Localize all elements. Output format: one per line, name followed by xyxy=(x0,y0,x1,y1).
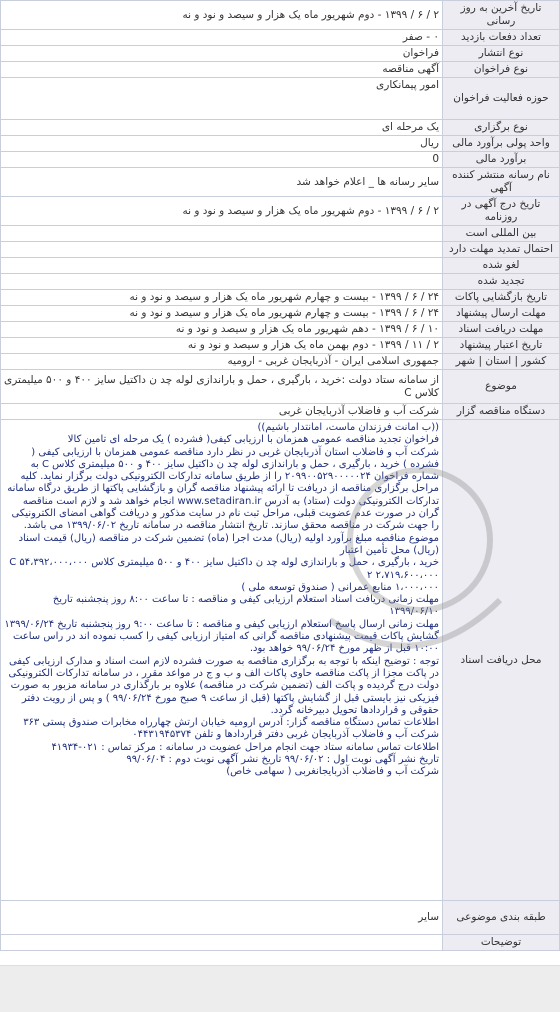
value-media-name: سایر رسانه ها _ اعلام خواهد شد xyxy=(1,168,443,197)
value-validity-date: ۲ / ۱۱ / ۱۳۹۹ - دوم بهمن ماه یک هزار و سیصد و نود و نه xyxy=(1,338,443,354)
row-validity-date xyxy=(1,338,560,354)
value-international xyxy=(1,226,443,242)
value-extension xyxy=(1,242,443,258)
value-newspaper-date: ۲ / ۶ / ۱۳۹۹ - دوم شهریور ماه یک هزار و سیصد و نود و نه xyxy=(1,197,443,226)
row-docs-place xyxy=(1,420,560,901)
row-category xyxy=(1,901,560,935)
row-notes xyxy=(1,935,560,951)
row-extension xyxy=(1,242,560,258)
label-publish-type: نوع انتشار xyxy=(443,46,560,62)
value-renewed xyxy=(1,274,443,290)
value-organizer: شرکت آب و فاضلاب آذربایجان غربی xyxy=(1,404,443,420)
value-call-type: آگهی مناقصه xyxy=(1,62,443,78)
row-international xyxy=(1,226,560,242)
row-currency xyxy=(1,136,560,152)
value-publish-type: فراخوان xyxy=(1,46,443,62)
label-international: بین المللی است xyxy=(443,226,560,242)
row-media-name xyxy=(1,168,560,197)
value-activity-area: امور پیمانکاری xyxy=(1,78,443,120)
label-subject: موضوع xyxy=(443,370,560,404)
label-last-update: تاریخ آخرین به روز رسانی xyxy=(443,1,560,30)
label-location: کشور | استان | شهر xyxy=(443,354,560,370)
label-category: طبقه بندی موضوعی xyxy=(443,901,560,935)
label-docs-place: محل دریافت اسناد xyxy=(443,420,560,901)
row-last-update xyxy=(1,1,560,30)
row-opening-date xyxy=(1,290,560,306)
value-category: سایر xyxy=(1,901,443,935)
row-cancelled xyxy=(1,258,560,274)
row-activity-area xyxy=(1,78,560,120)
row-subject xyxy=(1,370,560,404)
value-visit-count: ۰ - صفر xyxy=(1,30,443,46)
label-currency: واحد پولی برآورد مالی xyxy=(443,136,560,152)
row-estimate xyxy=(1,152,560,168)
tender-notice-text: ((ب امانت فرزندان ماست، امانتدار باشیم)) فراخوان تجدید مناقصه عمومی همزمان با ارزیابی کیفی( فشرده ) یک مرحله ای تامین کالا شرکت آب و فاضلاب استان آذربایجان غربی در نظر دارد مناقصه عمومی همزمان با ارزیابی کیفی ( فشرده ) خرید ، بارگیری ، حمل و باراندازی لوله چد ن داکتیل سایز ۴۰۰ و ۵۰۰ میلیمتری کلاس C به شماره فراخوان ۲۰۹۹۰۰۵۲۹۰۰۰۰۰۲۴ را از طریق سامانه تدارکات الکترونیکی دولت برگزار نماید. کلیه مراحل برگزاری مناقصه از دریافت تا ارائه پیشنهاد مناقصه گران و بازگشایی پاکتها از طریق درگاه سامانه تدارکات الکترونیکی دولت (ستاد) به آدرس www.setadiran.ir انجام خواهد شد و لازم است مناقصه گران در صورت عدم عضویت قبلی، مراحل ثبت نام در سایت مذکور و دریافت گواهی امضای الکترونیکی را جهت شرکت در مناقصه محقق سازند. تاریخ انتشار مناقصه در سامانه تاریخ ۱۳۹۹/۰۶/۰۲ می باشد. موضوع مناقصه مبلغ برآورد اولیه (ریال) مدت اجرا (ماه) تضمین شرکت در مناقصه (ریال) قیمت اسناد (ریال) محل تأمین اعتبار خرید ، بارگیری ، حمل و باراندازی لوله چد ن داکتیل سایز ۴۰۰ و ۵۰۰ میلیمتری کلاس C ۵۴،۳۹۲،۰۰۰،۰۰۰ ۲ ۲،۷۱۹،۶۰۰،۰۰۰ ۱،۰۰۰،۰۰۰ منابع عمرانی ( صندوق توسعه ملی ) مهلت زمانی دریافت اسناد استعلام ارزیابی کیفی و مناقصه : تا ساعت ۸:۰۰ روز پنجشنبه تاریخ ۱۳۹۹/۰۶/۱۰ مهلت زمانی ارسال پاسخ استعلام ارزیابی کیفی و مناقصه : تا ساعت ۹:۰۰ روز پنجشنبه تاریخ ۱۳۹۹/۰۶/۲۴ گشایش پاکات قیمت پیشنهادی مناقصه گرانی که امتیاز ارزیابی کیفی را کسب نموده اند در راس ساعت ۱۰:۰۰ قبل از ظهر مورخ ۹۹/۰۶/۲۴ خواهد بود. توجه : توضیح اینکه با توجه به برگزاری مناقصه به صورت فشرده لازم است اسناد و مدارک ارزیابی کیفی در پاکت مجزا از پاکت مناقصه حاوی پاکات الف و ب و ج در مواعد مقرر ، در سامانه تدارکات الکترونیکی دولت درج گردیده و پاکت الف (تضمین شرکت در مناقصه) علاوه بر بارگذاری در سامانه مزبور به صورت فیزیکی نیز بایستی قبل از گشایش پاکتها (قبل از ساعت ۹ صبح مورخ ۹۹/۰۶/۲۴ ) و پس از رویت دفتر حقوقی و قراردادها تحویل دبیرخانه گردد. اطلاعات تماس دستگاه مناقصه گزار: آدرس ارومیه خیابان ارتش چهارراه مخابرات صندوق پستی ۳۶۳ شرکت آب و فاضلاب آذربایجان غربی دفتر قراردادها و تلفن ۰۴۴۳۱۹۴۵۳۷۴ اطلاعات تماس سامانه ستاد جهت انجام مراحل عضویت در سامانه : مرکز تماس : ۰۲۱-۴۱۹۳۴ تاریخ نشر آگهی نوبت اول : ۹۹/۰۶/۰۲ تاریخ نشر آگهی نوبت دوم : ۹۹/۰۶/۰۴ شرکت آب و فاضلاب آذربایجانغربی ( سهامی خاص) xyxy=(4,422,439,778)
value-notes xyxy=(1,935,443,951)
label-submit-deadline: مهلت ارسال پیشنهاد xyxy=(443,306,560,322)
label-media-name: نام رسانه منتشر کننده آگهی xyxy=(443,168,560,197)
value-holding-type: یک مرحله ای xyxy=(1,120,443,136)
label-extension: احتمال تمدید مهلت دارد xyxy=(443,242,560,258)
label-docs-deadline: مهلت دریافت اسناد xyxy=(443,322,560,338)
label-renewed: تجدید شده xyxy=(443,274,560,290)
row-holding-type xyxy=(1,120,560,136)
label-newspaper-date: تاریخ درج آگهی در روزنامه xyxy=(443,197,560,226)
value-last-update: ۲ / ۶ / ۱۳۹۹ - دوم شهریور ماه یک هزار و سیصد و نود و نه xyxy=(1,1,443,30)
label-estimate: برآورد مالی xyxy=(443,152,560,168)
label-organizer: دستگاه مناقصه گزار xyxy=(443,404,560,420)
row-call-type xyxy=(1,62,560,78)
label-cancelled: لغو شده xyxy=(443,258,560,274)
row-organizer xyxy=(1,404,560,420)
value-location: جمهوری اسلامی ایران - آذربایجان غربی - ارومیه xyxy=(1,354,443,370)
row-location xyxy=(1,354,560,370)
label-call-type: نوع فراخوان xyxy=(443,62,560,78)
row-submit-deadline xyxy=(1,306,560,322)
label-validity-date: تاریخ اعتبار پیشنهاد xyxy=(443,338,560,354)
row-visit-count xyxy=(1,30,560,46)
value-cancelled xyxy=(1,258,443,274)
label-holding-type: نوع برگزاری xyxy=(443,120,560,136)
row-publish-type xyxy=(1,46,560,62)
value-docs-deadline: ۱۰ / ۶ / ۱۳۹۹ - دهم شهریور ماه یک هزار و سیصد و نود و نه xyxy=(1,322,443,338)
row-renewed xyxy=(1,274,560,290)
value-subject: از سامانه ستاد دولت :خرید ، بارگیری ، حمل و باراندازی لوله چد ن داکتیل سایز ۴۰۰ و ۵۰۰ میلیمتری کلاس C xyxy=(1,370,443,404)
value-opening-date: ۲۴ / ۶ / ۱۳۹۹ - بیست و چهارم شهریور ماه یک هزار و سیصد و نود و نه xyxy=(1,290,443,306)
label-activity-area: حوزه فعالیت فراخوان xyxy=(443,78,560,120)
value-submit-deadline: ۲۴ / ۶ / ۱۳۹۹ - بیست و چهارم شهریور ماه یک هزار و سیصد و نود و نه xyxy=(1,306,443,322)
label-opening-date: تاریخ بازگشایی پاکات xyxy=(443,290,560,306)
value-currency: ریال xyxy=(1,136,443,152)
footer-band xyxy=(0,965,560,1012)
label-visit-count: تعداد دفعات بازدید xyxy=(443,30,560,46)
row-docs-deadline xyxy=(1,322,560,338)
value-docs-place-cell xyxy=(1,420,443,901)
value-estimate: 0 xyxy=(1,152,443,168)
row-newspaper-date xyxy=(1,197,560,226)
label-notes: توضیحات xyxy=(443,935,560,951)
